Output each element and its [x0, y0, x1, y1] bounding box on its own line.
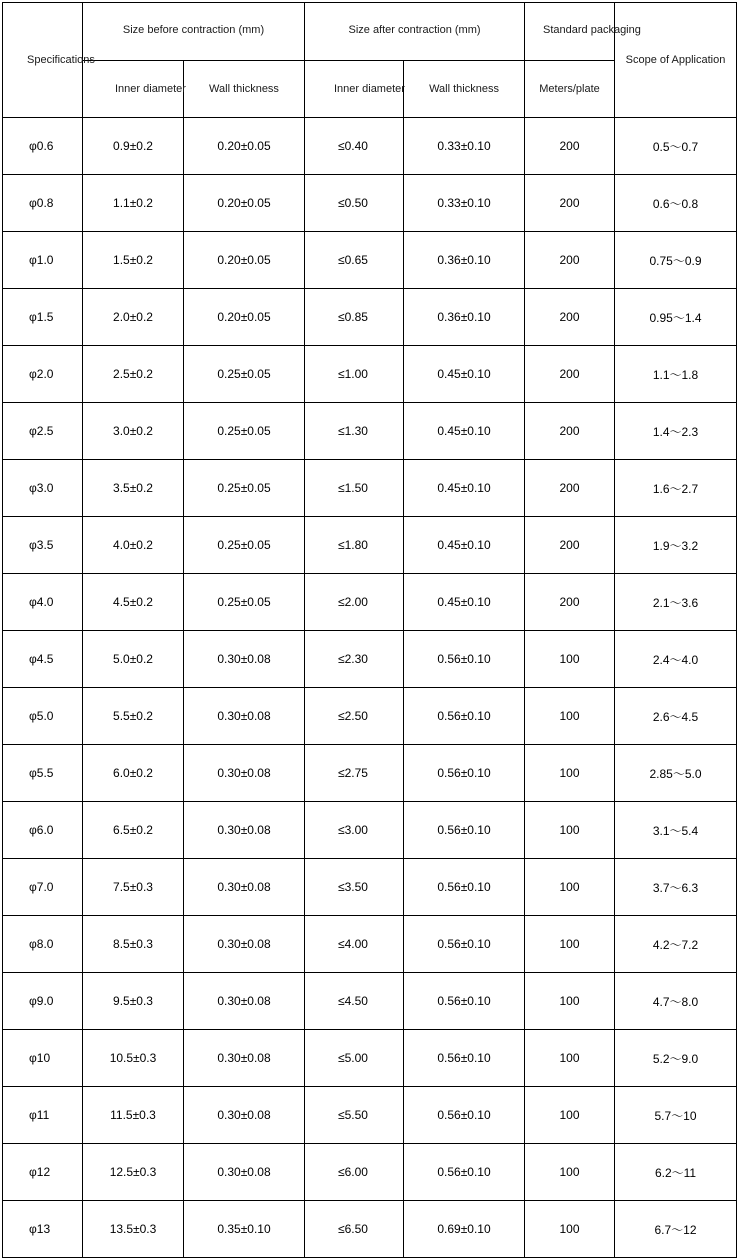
table-row — [3, 631, 737, 688]
table-body — [3, 118, 737, 1258]
header-wall-thickness-after-label: Wall thickness — [429, 83, 499, 95]
cell-scope: 1.1～1.8 — [615, 346, 737, 403]
cell-inner-diameter-before: 6.0±0.2 — [83, 745, 184, 802]
table-row — [3, 175, 737, 232]
cell-meters-plate: 200 — [525, 517, 615, 574]
cell-specification: φ1.0 — [3, 232, 83, 289]
cell-wall-thickness-after: 0.56±0.10 — [404, 745, 525, 802]
cell-wall-thickness-before: 0.20±0.05 — [184, 175, 305, 232]
cell-wall-thickness-after: 0.56±0.10 — [404, 973, 525, 1030]
cell-wall-thickness-before: 0.30±0.08 — [184, 859, 305, 916]
cell-inner-diameter-before: 11.5±0.3 — [83, 1087, 184, 1144]
cell-meters-plate: 100 — [525, 745, 615, 802]
cell-inner-diameter-before: 6.5±0.2 — [83, 802, 184, 859]
cell-specification: φ5.0 — [3, 688, 83, 745]
cell-inner-diameter-after: ≤2.50 — [305, 688, 404, 745]
cell-specification: φ1.5 — [3, 289, 83, 346]
cell-scope: 0.75～0.9 — [615, 232, 737, 289]
cell-inner-diameter-before: 2.5±0.2 — [83, 346, 184, 403]
cell-wall-thickness-after: 0.36±0.10 — [404, 232, 525, 289]
cell-scope: 4.7～8.0 — [615, 973, 737, 1030]
header-inner-diameter-after — [305, 61, 404, 118]
cell-inner-diameter-after: ≤4.50 — [305, 973, 404, 1030]
cell-wall-thickness-before: 0.30±0.08 — [184, 802, 305, 859]
header-standard-packaging — [525, 3, 641, 61]
cell-meters-plate: 100 — [525, 859, 615, 916]
cell-wall-thickness-after: 0.45±0.10 — [404, 460, 525, 517]
cell-scope: 5.2～9.0 — [615, 1030, 737, 1087]
cell-meters-plate: 200 — [525, 175, 615, 232]
cell-meters-plate: 200 — [525, 346, 615, 403]
cell-meters-plate: 200 — [525, 403, 615, 460]
cell-wall-thickness-after: 0.56±0.10 — [404, 631, 525, 688]
cell-inner-diameter-after: ≤3.50 — [305, 859, 404, 916]
cell-wall-thickness-before: 0.35±0.10 — [184, 1201, 305, 1258]
header-wall-thickness-before — [184, 61, 305, 118]
cell-specification: φ3.0 — [3, 460, 83, 517]
cell-meters-plate: 200 — [525, 574, 615, 631]
cell-inner-diameter-after: ≤0.50 — [305, 175, 404, 232]
cell-wall-thickness-before: 0.30±0.08 — [184, 631, 305, 688]
table-row — [3, 688, 737, 745]
cell-inner-diameter-before: 1.1±0.2 — [83, 175, 184, 232]
table-row — [3, 118, 737, 175]
cell-specification: φ11 — [3, 1087, 83, 1144]
cell-meters-plate: 100 — [525, 916, 615, 973]
specification-table — [2, 2, 737, 1258]
cell-meters-plate: 100 — [525, 1030, 615, 1087]
cell-inner-diameter-after: ≤6.00 — [305, 1144, 404, 1201]
cell-wall-thickness-before: 0.30±0.08 — [184, 688, 305, 745]
cell-specification: φ10 — [3, 1030, 83, 1087]
cell-scope: 0.95～1.4 — [615, 289, 737, 346]
cell-wall-thickness-after: 0.56±0.10 — [404, 1087, 525, 1144]
cell-specification: φ9.0 — [3, 973, 83, 1030]
table-row — [3, 1144, 737, 1201]
cell-wall-thickness-after: 0.33±0.10 — [404, 175, 525, 232]
cell-scope: 4.2～7.2 — [615, 916, 737, 973]
cell-wall-thickness-before: 0.30±0.08 — [184, 1030, 305, 1087]
header-scope — [615, 3, 737, 118]
cell-scope: 1.4～2.3 — [615, 403, 737, 460]
cell-meters-plate: 100 — [525, 1144, 615, 1201]
cell-specification: φ2.5 — [3, 403, 83, 460]
header-wall-thickness-before-label: Wall thickness — [209, 83, 279, 95]
cell-scope: 6.7～12 — [615, 1201, 737, 1258]
cell-specification: φ5.5 — [3, 745, 83, 802]
cell-scope: 1.6～2.7 — [615, 460, 737, 517]
cell-scope: 0.6～0.8 — [615, 175, 737, 232]
cell-meters-plate: 100 — [525, 1201, 615, 1258]
cell-inner-diameter-before: 4.5±0.2 — [83, 574, 184, 631]
cell-inner-diameter-before: 4.0±0.2 — [83, 517, 184, 574]
table-row — [3, 574, 737, 631]
cell-wall-thickness-before: 0.25±0.05 — [184, 403, 305, 460]
cell-wall-thickness-after: 0.56±0.10 — [404, 1030, 525, 1087]
cell-wall-thickness-before: 0.20±0.05 — [184, 118, 305, 175]
cell-wall-thickness-before: 0.30±0.08 — [184, 745, 305, 802]
cell-inner-diameter-before: 3.5±0.2 — [83, 460, 184, 517]
header-scope-label: Scope of Application — [625, 54, 726, 66]
cell-inner-diameter-after: ≤4.00 — [305, 916, 404, 973]
cell-wall-thickness-before: 0.25±0.05 — [184, 460, 305, 517]
header-standard-packaging-label: Standard packaging — [543, 23, 641, 36]
cell-wall-thickness-after: 0.56±0.10 — [404, 688, 525, 745]
header-size-before-label: Size before contraction (mm) — [122, 23, 265, 36]
cell-inner-diameter-after: ≤3.00 — [305, 802, 404, 859]
cell-meters-plate: 200 — [525, 232, 615, 289]
table-row — [3, 460, 737, 517]
cell-wall-thickness-before: 0.20±0.05 — [184, 289, 305, 346]
header-inner-diameter-before — [83, 61, 184, 118]
cell-inner-diameter-after: ≤6.50 — [305, 1201, 404, 1258]
cell-specification: φ2.0 — [3, 346, 83, 403]
cell-inner-diameter-before: 0.9±0.2 — [83, 118, 184, 175]
cell-inner-diameter-before: 1.5±0.2 — [83, 232, 184, 289]
cell-inner-diameter-before: 3.0±0.2 — [83, 403, 184, 460]
cell-wall-thickness-after: 0.33±0.10 — [404, 118, 525, 175]
cell-meters-plate: 100 — [525, 802, 615, 859]
cell-specification: φ4.0 — [3, 574, 83, 631]
cell-scope: 6.2～11 — [615, 1144, 737, 1201]
cell-meters-plate: 100 — [525, 688, 615, 745]
cell-specification: φ3.5 — [3, 517, 83, 574]
cell-wall-thickness-before: 0.25±0.05 — [184, 574, 305, 631]
cell-inner-diameter-before: 12.5±0.3 — [83, 1144, 184, 1201]
header-meters-plate — [525, 61, 615, 118]
cell-wall-thickness-after: 0.56±0.10 — [404, 859, 525, 916]
cell-inner-diameter-after: ≤1.50 — [305, 460, 404, 517]
table-row — [3, 289, 737, 346]
cell-meters-plate: 200 — [525, 118, 615, 175]
header-size-after — [305, 3, 525, 61]
cell-scope: 0.5～0.7 — [615, 118, 737, 175]
cell-specification: φ7.0 — [3, 859, 83, 916]
header-wall-thickness-after — [404, 61, 525, 118]
cell-inner-diameter-before: 13.5±0.3 — [83, 1201, 184, 1258]
cell-inner-diameter-before: 8.5±0.3 — [83, 916, 184, 973]
cell-meters-plate: 200 — [525, 460, 615, 517]
cell-meters-plate: 100 — [525, 631, 615, 688]
cell-inner-diameter-before: 9.5±0.3 — [83, 973, 184, 1030]
header-inner-diameter-after-label: Inner diameter — [334, 83, 405, 95]
cell-scope: 3.7～6.3 — [615, 859, 737, 916]
cell-specification: φ8.0 — [3, 916, 83, 973]
table-row — [3, 802, 737, 859]
cell-specification: φ6.0 — [3, 802, 83, 859]
cell-wall-thickness-after: 0.56±0.10 — [404, 916, 525, 973]
cell-scope: 2.4～4.0 — [615, 631, 737, 688]
cell-scope: 2.6～4.5 — [615, 688, 737, 745]
cell-wall-thickness-before: 0.20±0.05 — [184, 232, 305, 289]
table-row — [3, 1030, 737, 1087]
cell-inner-diameter-after: ≤5.50 — [305, 1087, 404, 1144]
cell-inner-diameter-after: ≤1.00 — [305, 346, 404, 403]
cell-specification: φ0.8 — [3, 175, 83, 232]
cell-inner-diameter-before: 2.0±0.2 — [83, 289, 184, 346]
table-row — [3, 1087, 737, 1144]
cell-inner-diameter-before: 5.0±0.2 — [83, 631, 184, 688]
cell-specification: φ13 — [3, 1201, 83, 1258]
header-specifications — [3, 3, 95, 118]
cell-specification: φ12 — [3, 1144, 83, 1201]
cell-inner-diameter-after: ≤0.40 — [305, 118, 404, 175]
cell-wall-thickness-after: 0.45±0.10 — [404, 346, 525, 403]
cell-specification: φ0.6 — [3, 118, 83, 175]
cell-wall-thickness-before: 0.30±0.08 — [184, 1144, 305, 1201]
cell-wall-thickness-before: 0.25±0.05 — [184, 346, 305, 403]
table-row — [3, 916, 737, 973]
cell-wall-thickness-after: 0.56±0.10 — [404, 802, 525, 859]
table-row — [3, 859, 737, 916]
cell-inner-diameter-after: ≤0.85 — [305, 289, 404, 346]
header-inner-diameter-before-label: Inner diameter — [115, 83, 186, 95]
table-row — [3, 346, 737, 403]
cell-wall-thickness-before: 0.25±0.05 — [184, 517, 305, 574]
header-specifications-label: Specifications — [27, 54, 95, 66]
table-row — [3, 232, 737, 289]
cell-scope: 3.1～5.4 — [615, 802, 737, 859]
table-header — [3, 3, 737, 118]
cell-inner-diameter-after: ≤2.75 — [305, 745, 404, 802]
cell-scope: 1.9～3.2 — [615, 517, 737, 574]
table-row — [3, 973, 737, 1030]
header-meters-plate-label: Meters/plate — [539, 83, 600, 95]
cell-wall-thickness-after: 0.56±0.10 — [404, 1144, 525, 1201]
cell-meters-plate: 200 — [525, 289, 615, 346]
cell-inner-diameter-after: ≤0.65 — [305, 232, 404, 289]
cell-wall-thickness-before: 0.30±0.08 — [184, 916, 305, 973]
cell-wall-thickness-after: 0.45±0.10 — [404, 517, 525, 574]
cell-inner-diameter-after: ≤1.80 — [305, 517, 404, 574]
cell-wall-thickness-after: 0.45±0.10 — [404, 574, 525, 631]
cell-inner-diameter-before: 10.5±0.3 — [83, 1030, 184, 1087]
table-row — [3, 745, 737, 802]
cell-meters-plate: 100 — [525, 973, 615, 1030]
cell-inner-diameter-after: ≤2.30 — [305, 631, 404, 688]
header-size-after-label: Size after contraction (mm) — [348, 23, 481, 36]
table-row — [3, 1201, 737, 1258]
cell-specification: φ4.5 — [3, 631, 83, 688]
cell-wall-thickness-after: 0.45±0.10 — [404, 403, 525, 460]
cell-inner-diameter-before: 7.5±0.3 — [83, 859, 184, 916]
table-row — [3, 517, 737, 574]
cell-wall-thickness-after: 0.69±0.10 — [404, 1201, 525, 1258]
cell-wall-thickness-after: 0.36±0.10 — [404, 289, 525, 346]
cell-wall-thickness-before: 0.30±0.08 — [184, 973, 305, 1030]
cell-scope: 5.7～10 — [615, 1087, 737, 1144]
header-size-before — [83, 3, 305, 61]
table-row — [3, 403, 737, 460]
cell-inner-diameter-after: ≤2.00 — [305, 574, 404, 631]
cell-inner-diameter-after: ≤5.00 — [305, 1030, 404, 1087]
cell-scope: 2.1～3.6 — [615, 574, 737, 631]
cell-meters-plate: 100 — [525, 1087, 615, 1144]
cell-scope: 2.85～5.0 — [615, 745, 737, 802]
cell-inner-diameter-before: 5.5±0.2 — [83, 688, 184, 745]
cell-wall-thickness-before: 0.30±0.08 — [184, 1087, 305, 1144]
cell-inner-diameter-after: ≤1.30 — [305, 403, 404, 460]
